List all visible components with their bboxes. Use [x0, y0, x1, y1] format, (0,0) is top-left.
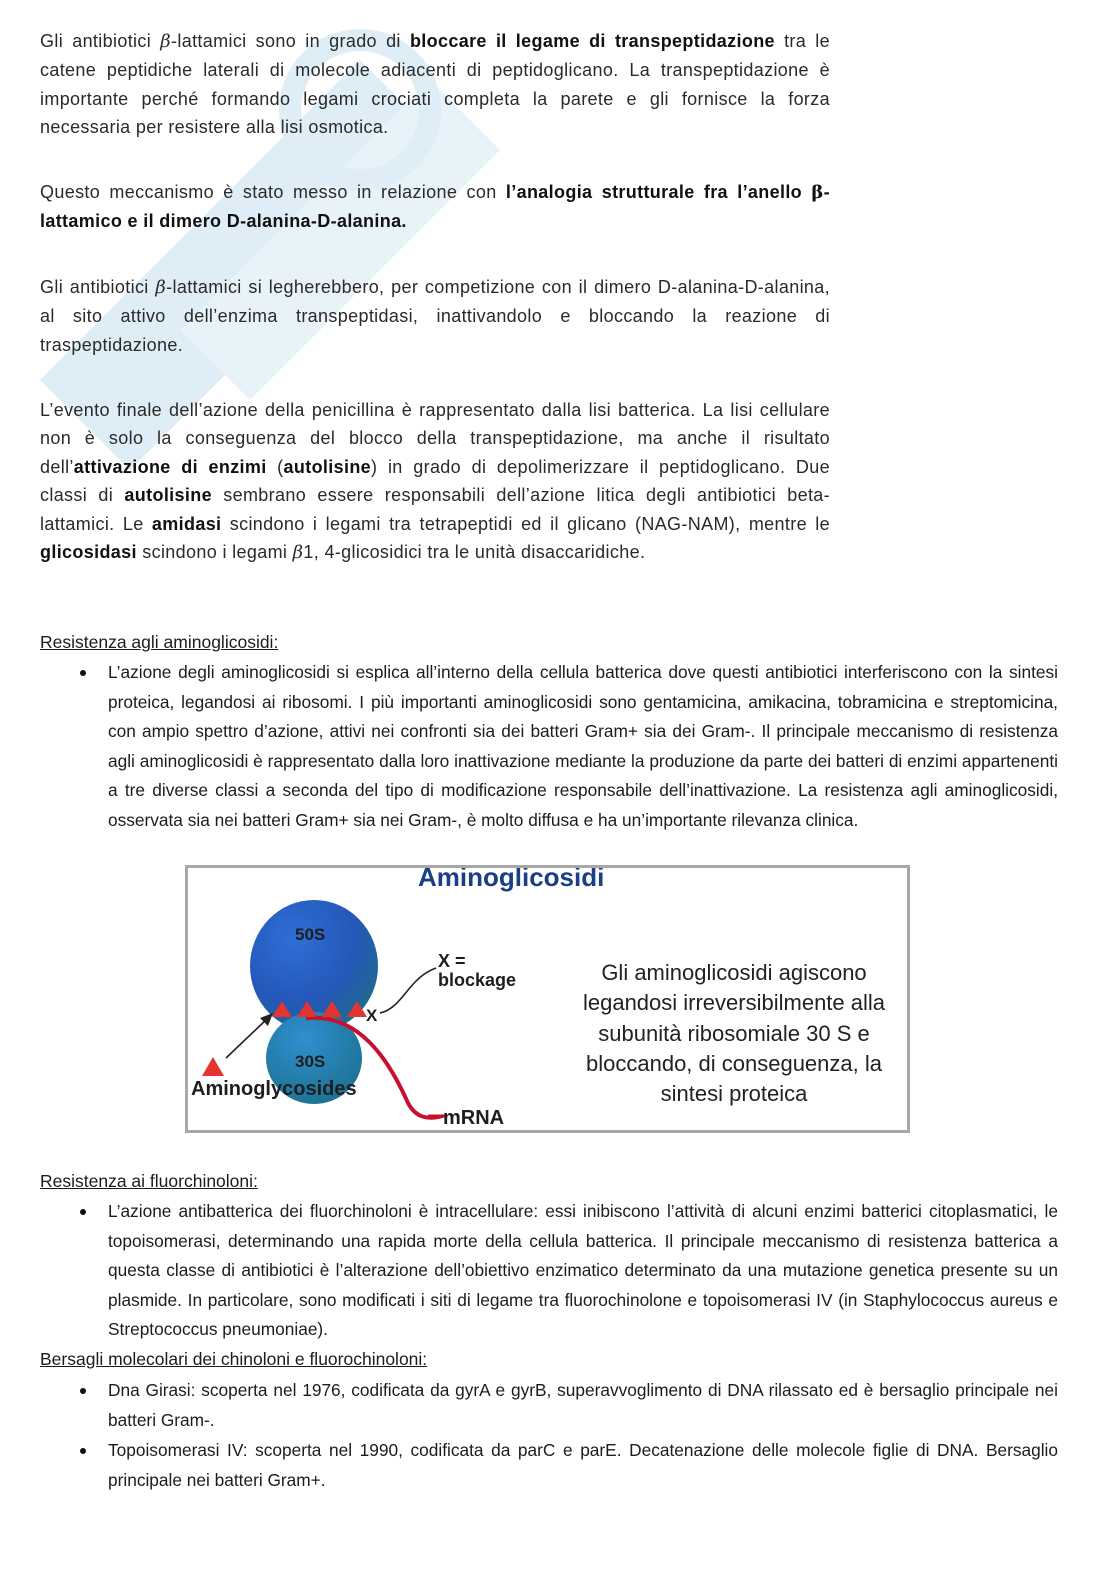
figure-title: Aminoglicosidi — [418, 865, 605, 892]
binding-arrow — [226, 1018, 268, 1058]
paragraph-autolysins: L’evento finale dell’azione della penicillina è rappresentato dalla lisi batterica. La lisi cellulare non è solo la conseguenza del blocco della transpeptidazione, ma anche il risultato dell’attivazione di enzimi (autolisine) in grado di depolimerizzare il peptidoglicano. Due classi di autolisine sembrano essere responsabili dell’azione litica degli antibiotici beta-lattamici. Le amidasi scindono i legami tra tetrapeptidi ed il glicano (NAG-NAM), mentre le glicosidasi scindono i legami β1, 4-glicosidici tra le unità disaccaridiche. — [40, 400, 830, 564]
label-x-equals: X = — [438, 951, 466, 971]
list-item-text: L’azione antibatterica dei fluorchinoloni è intracellulare: essi inibiscono l’attività di alcuni enzimi batterici citoplasmatici, le topoisomerasi, determinando una rapida morte della cellula batterica. Il principale meccanismo di resistenza batterica a questa classe di antibiotici è l’alterazione dell’obiettivo enzimatico determinato da una mutazione genetica presente su un plasmide. In particolare, sono modificati i siti di legame tra fluorochinolone e topoisomerasi IV (in Staphylococcus aureus e Streptococcus pneumoniae). — [108, 1201, 1058, 1340]
label-x: X — [366, 1006, 378, 1025]
paragraph-transpeptidation: Gli antibiotici β-lattamici sono in grado di bloccare il legame di transpeptidazione tra le catene peptidiche laterali di molecole adiacenti di peptidoglicano. La transpeptidazione è importante perché formando legami crociati completa la parete e gli fornisce la forza necessaria per resistere alla lisi osmotica. — [40, 31, 830, 138]
label-mrna: mRNA — [443, 1107, 505, 1129]
bullet-list-targets — [80, 1376, 1058, 1495]
label-aminoglycosides: Aminoglycosides — [191, 1078, 357, 1100]
bullet-icon — [80, 1209, 86, 1215]
list-item — [80, 658, 1058, 836]
list-item — [80, 1376, 1058, 1435]
list-item-text: L’azione degli aminoglicosidi si esplica all’interno della cellula batterica dove questi antibiotici interferiscono con la sintesi proteica, legandosi ai ribosomi. I più importanti aminoglicosidi sono gentamicina, amikacina, tobramicina e streptomicina, con ampio spettro d’azione, attivi nei confronti sia dei batteri Gram+ sia dei Gram-. Il principale meccanismo di resistenza agli aminoglicosidi è rappresentato dalla loro inattivazione mediante la produzione da parte dei batteri di enzimi appartenenti a tre diverse classi a seconda del tipo di modificazione responsabile dell’inattivazione. La resistenza agli aminoglicosidi, osservata sia nei batteri Gram+ sia nei Gram-, è molto diffusa e ha un’importante rilevanza clinica. — [108, 662, 1058, 830]
aminoglycoside-figure — [185, 865, 910, 1133]
aminoglycoside-free-icon — [202, 1057, 224, 1076]
label-blockage: blockage — [438, 970, 517, 990]
paragraph-competition: Gli antibiotici β-lattamici si legherebbero, per competizione con il dimero D-alanina-D-alanina, al sito attivo dell’enzima transpeptidasi, inattivandolo e bloccando la reazione di traspeptidazione. — [40, 277, 830, 355]
heading-fluoroquinolone-resistance: Resistenza ai fluorchinoloni: — [40, 1171, 258, 1191]
heading-molecular-targets: Bersagli molecolari dei chinoloni e fluorochinoloni: — [40, 1349, 428, 1369]
list-item-text: Topoisomerasi IV: scoperta nel 1990, codificata da parC e parE. Decatenazione delle molecole figlie di DNA. Bersaglio principale nei batteri Gram+. — [108, 1440, 1058, 1490]
figure-description: Gli aminoglicosidi agiscono legandosi irreversibilmente alla subunità ribosomiale 30 S e bloccando, di conseguenza, la sintesi proteica — [582, 960, 886, 1107]
heading-aminoglycoside-resistance: Resistenza agli aminoglicosidi: — [40, 632, 279, 652]
label-30s: 30S — [295, 1052, 326, 1071]
paragraph-structural-analogy: Questo meccanismo è stato messo in relazione con l’analogia strutturale fra l’anello β-lattamico e il dimero D-alanina-D-alanina. — [40, 182, 830, 232]
label-50s: 50S — [295, 925, 326, 944]
bullet-icon — [80, 1448, 86, 1454]
bullet-icon — [80, 1388, 86, 1394]
list-item — [80, 1197, 1058, 1345]
blockage-pointer — [380, 968, 436, 1013]
list-item — [80, 1436, 1058, 1495]
bullet-list-fluoroquinolones — [80, 1197, 1058, 1345]
bullet-icon — [80, 670, 86, 676]
bullet-list-aminoglycosides — [80, 658, 1058, 836]
list-item-text: Dna Girasi: scoperta nel 1976, codificata da gyrA e gyrB, superavvoglimento di DNA rilassato ed è bersaglio principale nei batteri Gram-. — [108, 1380, 1058, 1430]
